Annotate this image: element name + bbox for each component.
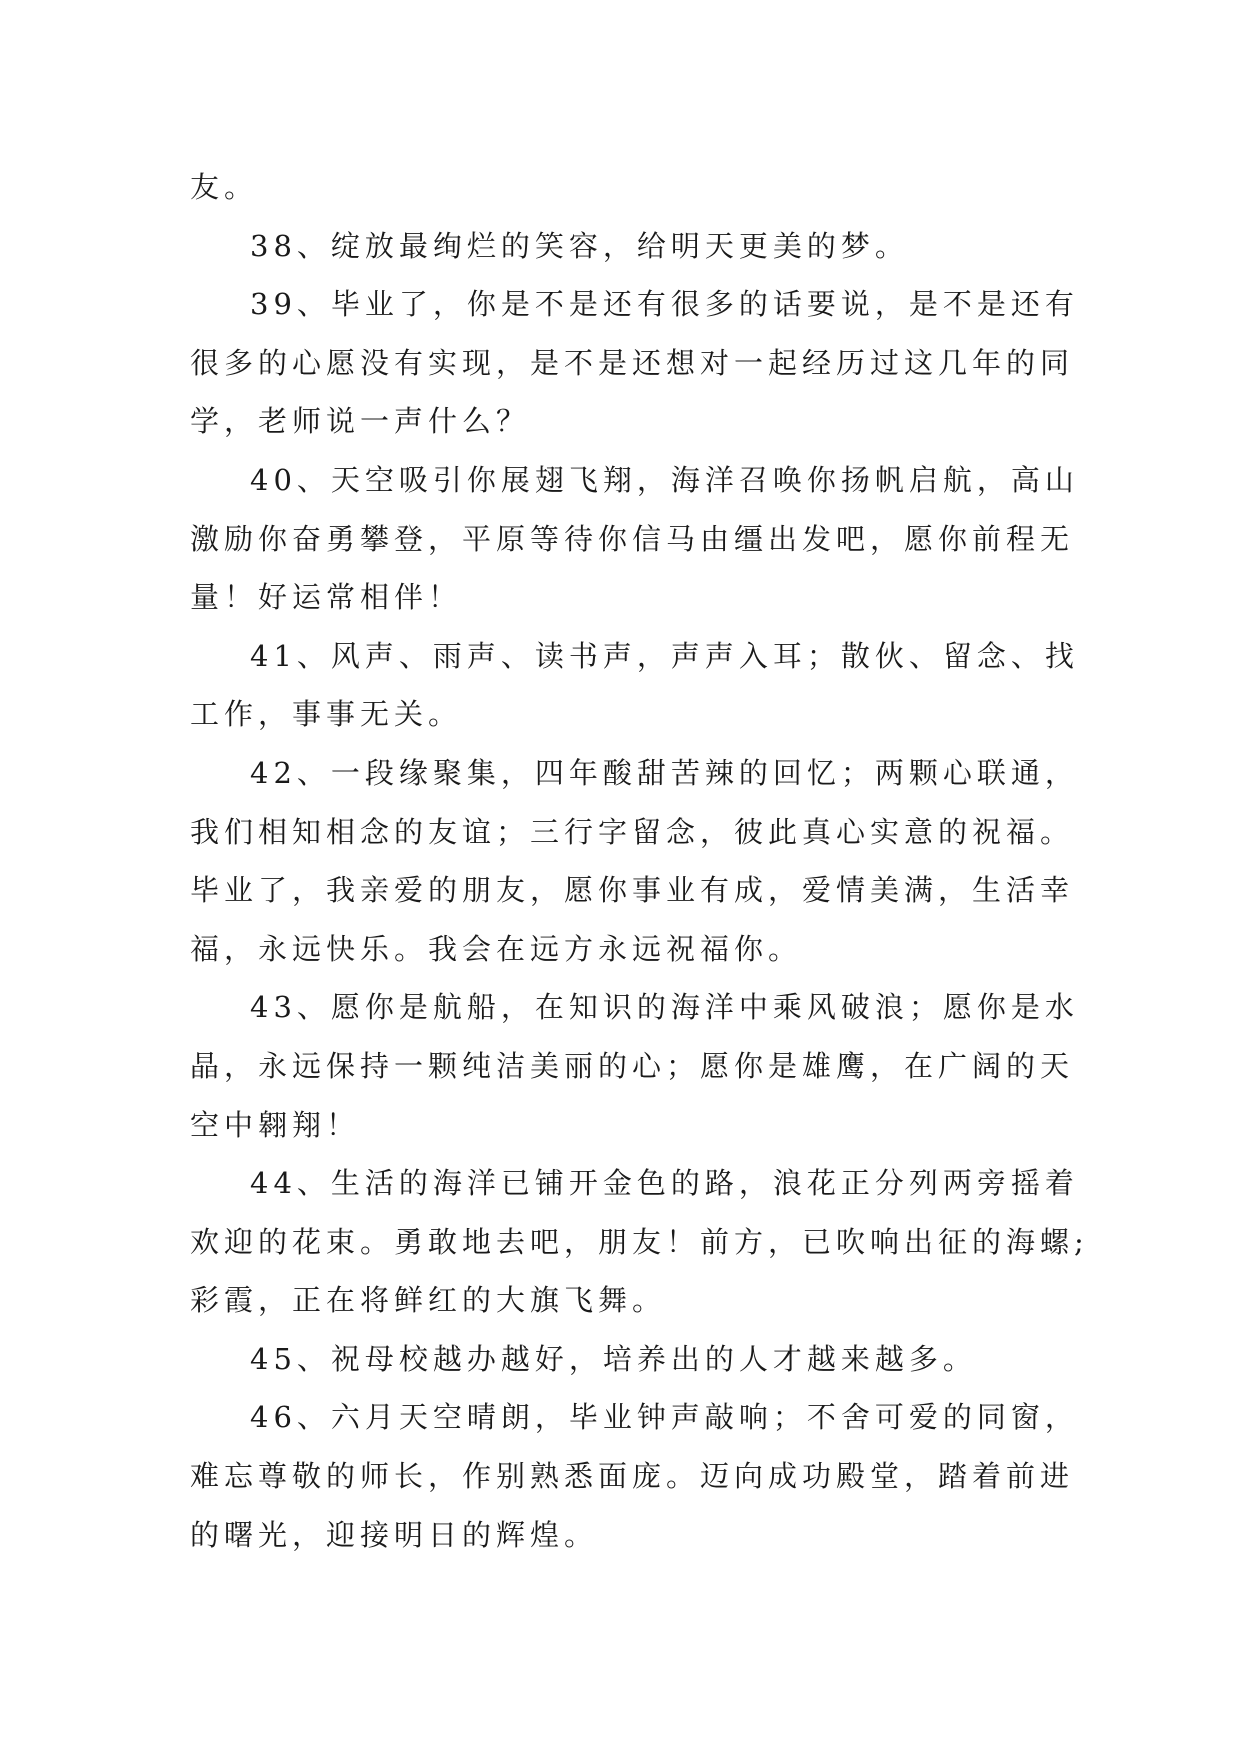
text-line: 彩霞，正在将鲜红的大旗飞舞。 [190,1283,667,1318]
text-line: 量！好运常相伴！ [190,580,463,615]
text-line: 友。 [190,170,259,204]
text-line: 欢迎的花束。勇敢地去吧，朋友！前方，已吹响出征的海螺; [190,1224,1089,1259]
body-text [190,158,1089,1564]
text-line: 我们相知相念的友谊；三行字留念，彼此真心实意的祝福。 [190,814,1075,849]
text-line: 学，老师说一声什么？ [190,404,531,439]
text-line: 激励你奋勇攀登，平原等待你信马由缰出发吧，愿你前程无 [190,521,1075,556]
text-line: 40、天空吸引你展翅飞翔，海洋召唤你扬帆启航，高山 [250,462,1079,497]
text-line: 工作，事事无关。 [190,697,463,732]
text-line: 44、生活的海洋已铺开金色的路，浪花正分列两旁摇着 [250,1166,1079,1201]
text-line: 福，永远快乐。我会在远方永远祝福你。 [190,931,803,966]
text-line: 43、愿你是航船，在知识的海洋中乘风破浪；愿你是水 [250,990,1079,1025]
text-line: 难忘尊敬的师长，作别熟悉面庞。迈向成功殿堂，踏着前进 [190,1459,1075,1494]
text-line: 39、毕业了，你是不是还有很多的话要说，是不是还有 [250,287,1079,322]
text-line: 的曙光，迎接明日的辉煌。 [190,1517,599,1552]
text-line: 晶，永远保持一颗纯洁美丽的心；愿你是雄鹰，在广阔的天 [190,1048,1075,1083]
text-line: 41、风声、雨声、读书声，声声入耳；散伙、留念、找 [250,638,1079,673]
text-line: 42、一段缘聚集，四年酸甜苦辣的回忆；两颗心联通， [250,755,1079,790]
text-line: 很多的心愿没有实现，是不是还想对一起经历过这几年的同 [190,345,1075,380]
text-line: 45、祝母校越办越好，培养出的人才越来越多。 [250,1341,977,1376]
text-line: 毕业了，我亲爱的朋友，愿你事业有成，爱情美满，生活幸 [190,873,1075,908]
text-line: 38、绽放最绚烂的笑容，给明天更美的梦。 [250,228,909,263]
text-line: 空中翱翔！ [190,1107,361,1142]
text-line: 46、六月天空晴朗，毕业钟声敲响；不舍可爱的同窗， [250,1400,1079,1435]
